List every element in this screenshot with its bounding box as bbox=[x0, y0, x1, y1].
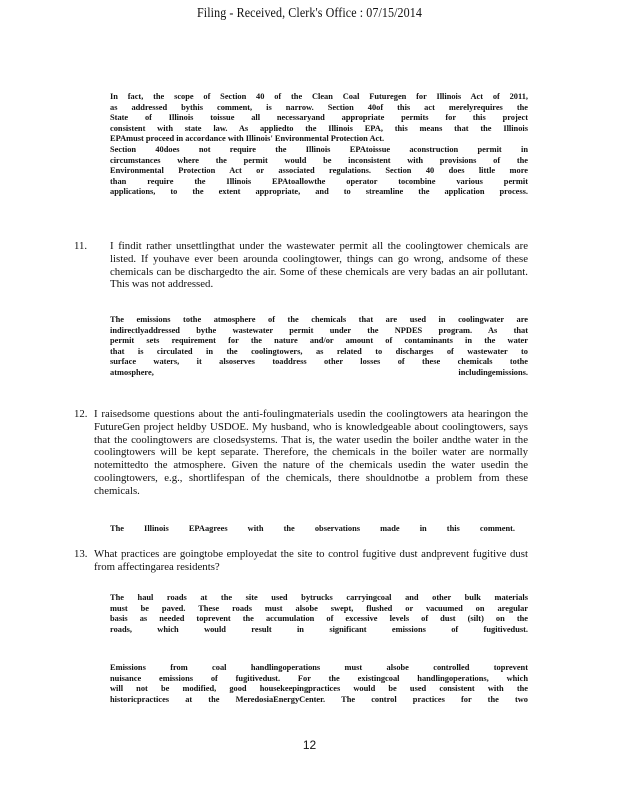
response-line: State of Illinois toissue all necessaryand appropriate permits for this project bbox=[110, 113, 528, 123]
response-futuregen bbox=[110, 92, 528, 198]
comment-text: I raisedsome questions about the anti-foulingmaterials usedin the coolingtowers ata hearingon the FutureGen project heldby USDOE. My husband, who is knowledgeable about coolingtowers, says that the coolingtowers are closedsystems. That is, the water usedin the boiler andthe water in the coolingtowers will be kept separate. Therefore, the chemicals in the boiler water are normally notemittedto the atmosphere. Given the nature of the chemicals usedin the water usedin the coolingtowers, e.g., shortlifespan of the chemicals, there shouldnotbe a problem from these chemicals. bbox=[94, 408, 528, 497]
response-line: must be paved. These roads must alsobe swept, flushed or vacuumed on aregular bbox=[110, 603, 528, 613]
response-line: The haul roads at the site used bytrucks carryingcoal and other bulk materials bbox=[110, 593, 528, 602]
comment-number: 13. bbox=[74, 548, 88, 560]
response-line: In fact, the scope of Section 40 of the Clean Coal Futuregen for Illinois Act of 2011, bbox=[110, 92, 528, 101]
response-line: circumstances where the permit would be inconsistent with provisions of the bbox=[110, 155, 528, 165]
response-line: atmosphere, includingemissions. bbox=[110, 367, 528, 377]
response-line: Emissions from coal handlingoperations must alsobe controlled toprevent bbox=[110, 663, 528, 672]
response-11 bbox=[110, 315, 528, 379]
response-line: basis as needed toprevent the accumulation of excessive levels of dust (silt) on the bbox=[110, 614, 528, 624]
response-line: surface waters, it alsoserves toaddress other losses of these chemicals tothe bbox=[110, 357, 528, 367]
response-line: will not be modified, good housekeepingpractices would be used consistent with the bbox=[110, 684, 528, 694]
response-line: indirectlyaddressed bythe wastewater permit under the NPDES program. As that bbox=[110, 325, 528, 335]
response-line: applications, to the extent appropriate, and to streamline the application process. bbox=[110, 187, 528, 197]
response-line: Environmental Protection Act or associated regulations. Section 40 does little more bbox=[110, 166, 528, 176]
response-line: that is circulated in the coolingtowers, as related to discharges of wastewater to bbox=[110, 346, 528, 356]
comment-13 bbox=[74, 548, 528, 574]
response-line: than require the Illinois EPAtoallowthe operator tocombine various permit bbox=[110, 176, 528, 186]
comment-11 bbox=[74, 240, 528, 291]
filing-header: Filing - Received, Clerk's Office : 07/15/2014 bbox=[197, 6, 422, 21]
response-line: consistent with state law. As appliedto the Illinois EPA, this means that the Illinois bbox=[110, 123, 528, 133]
comment-number: 11. bbox=[74, 240, 88, 252]
comment-text: What practices are goingtobe employedat the site to control fugitive dust andprevent fugitive dust from affectingarea residents? bbox=[94, 548, 528, 573]
response-line: as addressed bythis comment, is narrow. Section 40of this act merelyrequires the bbox=[110, 102, 528, 112]
response-line: Section 40does not require the Illinois EPAtoissue aconstruction permit in bbox=[110, 144, 528, 154]
response-13b bbox=[110, 663, 528, 705]
comment-text: I findit rather unsettlingthat under the wastewater permit all the coolingtower chemicals are listed. If youhave ever been arounda coolingtower, things can go wrong, andsome of these chemicals can be dischargedto the air. Some of these chemicals are very badas an air pollutant. This was not addressed. bbox=[110, 240, 528, 291]
response-13a bbox=[110, 593, 528, 635]
page-number: 12 bbox=[302, 738, 317, 752]
response-line: The emissions tothe atmosphere of the chemicals that are used in coolingwater are bbox=[110, 315, 528, 324]
response-line: historicpractices at the MeredosiaEnergyCenter. The control practices for the two bbox=[110, 694, 528, 704]
response-line: The Illinois EPAagrees with the observations made in this comment. bbox=[110, 524, 516, 533]
response-line: EPAmust proceed in accordance with Illinois' Environmental Protection Act. bbox=[110, 134, 385, 144]
comment-12 bbox=[74, 408, 528, 498]
response-line: permit sets requirement for the nature and/or amount of contaminants in the water bbox=[110, 336, 528, 346]
response-line: nuisance emissions of fugitivedust. For the existingcoal handlingoperations, which bbox=[110, 673, 528, 683]
response-12 bbox=[110, 524, 528, 535]
response-line: roads, which would result in significant emissions of fugitivedust. bbox=[110, 624, 528, 634]
comment-number: 12. bbox=[74, 408, 88, 420]
